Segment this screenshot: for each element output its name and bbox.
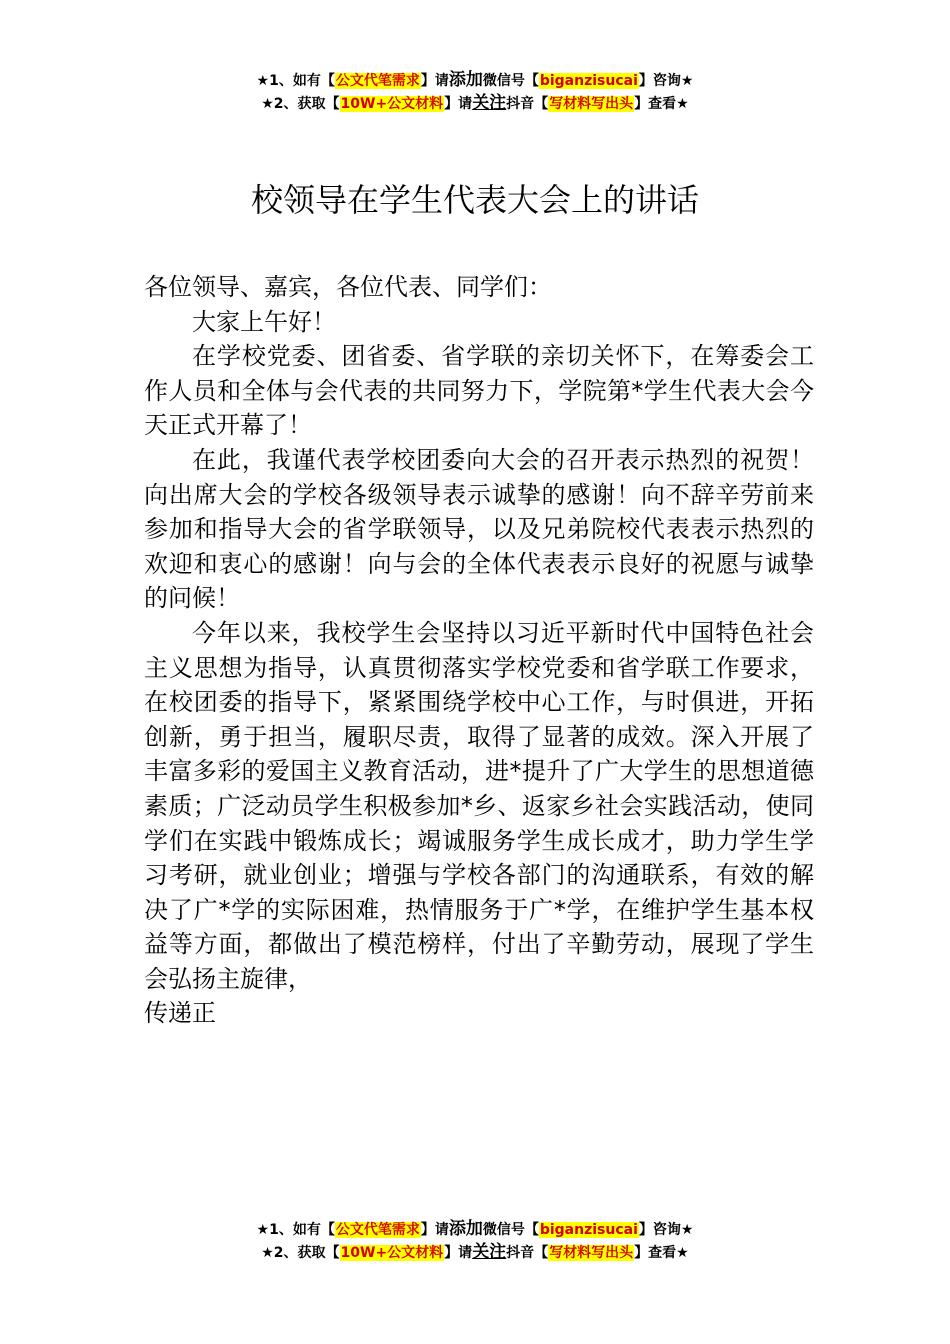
paragraph: 在学校党委、团省委、省学联的亲切关怀下，在筹委会工作人员和全体与会代表的共同努力下，学院第*学生代表大会今天正式开幕了！ [144, 342, 814, 440]
paragraph-continuation: 传递正 [144, 999, 216, 1028]
banner-highlight: 10W+公文材料 [340, 1245, 444, 1261]
document-title: 校领导在学生代表大会上的讲话 [250, 181, 699, 219]
banner-highlight: 公文代笔需求 [335, 73, 420, 89]
header-banner [0, 69, 950, 115]
paragraph: 今年以来，我校学生会坚持以习近平新时代中国特色社会主义思想为指导，认真贯彻落实学校党委和省学联工作要求，在校团委的指导下，紧紧围绕学校中心工作，与时俱进，开拓创新，勇于担当，履职尽责，取得了显著的成效。深入开展了丰富多彩的爱国主义教育活动，进*提升了广大学生的思想道德素质；广泛动员学生积极参加*乡、返家乡社会实践活动，使同学们在实践中锻炼成长；竭诚服务学生成长成才，助力学生学习考研，就业创业；增强与学校各部门的沟通联系，有效的解决了广*学的实际困难，热情服务于广*学，在维护学生基本权益等方面，都做出了模范榜样，付出了辛勤劳动，展现了学生会弘扬主旋律， [144, 618, 814, 993]
banner-wechat-id: biganzisucai [539, 1222, 638, 1238]
banner-text: 抖音【 [506, 96, 549, 112]
banner-line-2 [0, 92, 950, 115]
banner-text: 】请 [420, 73, 449, 89]
banner-text: 】请 [444, 1245, 473, 1261]
banner-highlight: 公文代笔需求 [335, 1222, 420, 1238]
banner-text: 微信号【 [482, 1222, 539, 1238]
paragraph: 在此，我谨代表学校团委向大会的召开表示热烈的祝贺！向出席大会的学校各级领导表示诚挚的感谢！向不辞辛劳前来参加和指导大会的省学联领导，以及兄弟院校代表表示热烈的欢迎和衷心的感谢！向与会的全体代表表示良好的祝愿与诚挚的问候！ [144, 445, 814, 613]
banner-text: 微信号【 [482, 73, 539, 89]
banner-highlight: 写材料写出头 [549, 1245, 634, 1261]
banner-text: 抖音【 [506, 1245, 549, 1261]
banner-text: 】请 [444, 96, 473, 112]
banner-text: 】咨询★ [638, 1222, 694, 1238]
banner-line-1 [0, 1218, 950, 1241]
banner-line-1 [0, 69, 950, 92]
banner-emphasis: 关注 [472, 93, 507, 113]
banner-text: 】查看★ [634, 96, 689, 112]
salutation: 各位领导、嘉宾，各位代表、同学们： [144, 273, 552, 301]
banner-text: ★2、获取【 [261, 96, 340, 112]
banner-text: ★2、获取【 [261, 1245, 340, 1261]
banner-highlight: 10W+公文材料 [340, 96, 444, 112]
banner-text: 】请 [420, 1222, 449, 1238]
banner-highlight: 写材料写出头 [549, 96, 634, 112]
document-body [144, 270, 814, 1031]
banner-text: ★1、如有【 [256, 73, 335, 89]
footer-banner [0, 1218, 950, 1264]
banner-emphasis: 添加 [448, 1219, 483, 1239]
banner-text: 】咨询★ [638, 73, 694, 89]
banner-emphasis: 关注 [472, 1242, 507, 1262]
banner-text: ★1、如有【 [256, 1222, 335, 1238]
banner-wechat-id: biganzisucai [539, 73, 638, 89]
banner-text: 】查看★ [634, 1245, 689, 1261]
banner-line-2 [0, 1241, 950, 1264]
paragraph: 大家上午好！ [192, 307, 336, 336]
banner-emphasis: 添加 [448, 70, 483, 90]
